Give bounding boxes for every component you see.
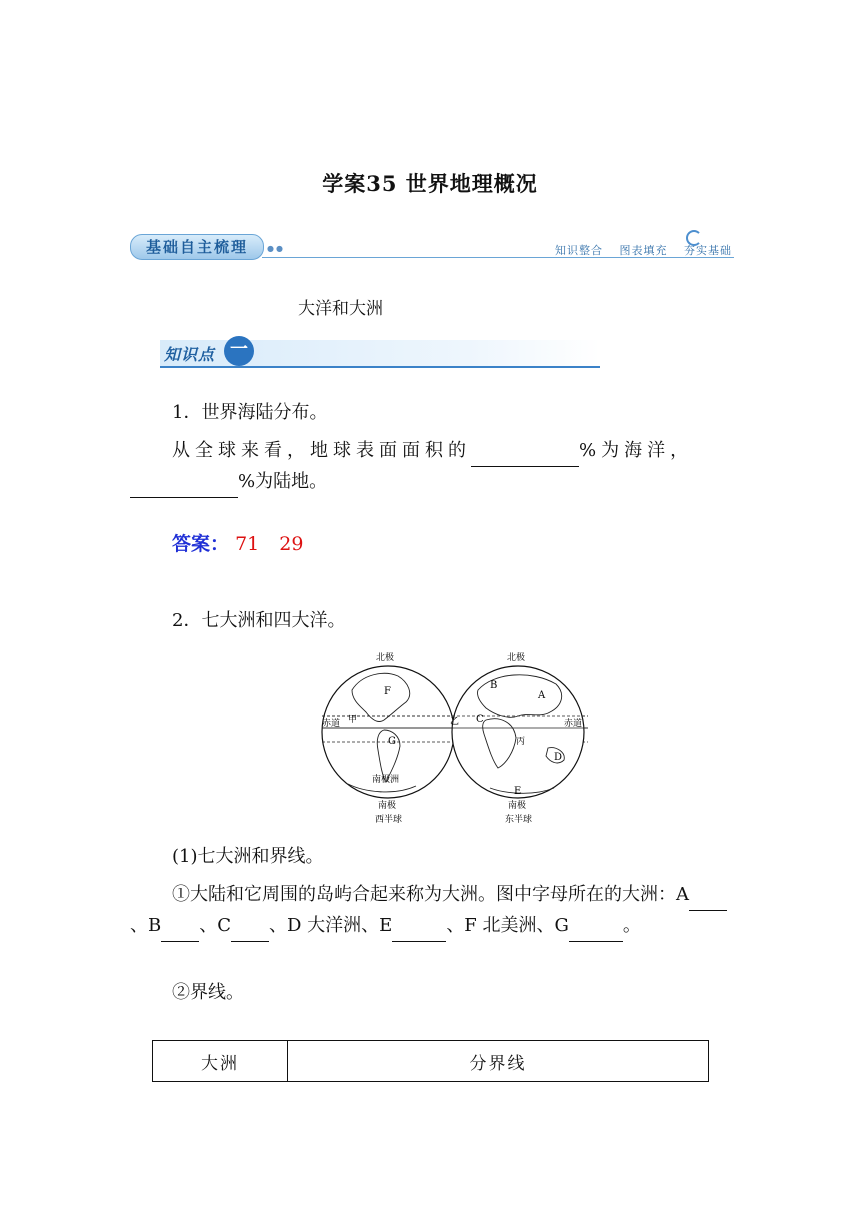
blank-A[interactable] xyxy=(689,880,727,911)
map-antarctica: 南极洲 xyxy=(372,775,400,785)
blank-G[interactable] xyxy=(569,911,623,942)
header-continent: 大洲 xyxy=(153,1041,288,1082)
map-label-jia: 甲 xyxy=(348,715,358,725)
answer-line xyxy=(172,529,303,556)
map-label-F: F xyxy=(384,686,391,697)
map-south-pole-east: 南极 xyxy=(508,801,527,811)
answer-label: 答案： xyxy=(172,533,230,555)
item1-text-6: 。 xyxy=(622,915,641,936)
blank-land-percent[interactable] xyxy=(130,467,238,498)
kp-number: 一 xyxy=(224,336,254,366)
map-caption-east: 东半球 xyxy=(505,815,533,825)
map-label-G: G xyxy=(388,736,396,747)
page-title: 学案35 世界地理概况 xyxy=(322,171,538,196)
header-boundary: 分界线 xyxy=(288,1041,709,1082)
item1-text-1: ①大陆和它周围的岛屿合起来称为大洲。图中字母所在的大洲：A xyxy=(172,884,689,905)
world-hemispheres-map xyxy=(318,650,588,830)
question-1-heading: 1．世界海陆分布。 xyxy=(172,402,328,423)
map-label-C: C xyxy=(476,714,484,725)
boundary-table xyxy=(152,1040,709,1082)
map-label-B: B xyxy=(490,680,498,691)
sub-question-1-item-1 xyxy=(130,880,732,942)
sub-question-1-item-2: ②界线。 xyxy=(172,982,244,1003)
section-banner xyxy=(130,232,734,260)
map-equator-east: 赤道 xyxy=(564,719,583,729)
item1-text-5: 、F 北美洲、G xyxy=(446,915,569,936)
map-equator-west: 赤道 xyxy=(322,719,341,729)
question-1-body xyxy=(130,436,732,498)
map-south-pole-west: 南极 xyxy=(378,801,397,811)
knowledge-point-header xyxy=(160,334,600,368)
map-label-bing: 丙 xyxy=(516,737,526,747)
map-north-pole-west: 北极 xyxy=(376,653,395,663)
map-caption-west: 西半球 xyxy=(375,815,403,825)
q1-text-2: %为海洋， xyxy=(579,440,694,461)
item1-text-2: 、B xyxy=(130,915,162,936)
kp-underline xyxy=(160,366,600,368)
q1-text-1: 从全球来看，地球表面面积的 xyxy=(172,440,471,461)
table-row xyxy=(153,1041,709,1082)
map-label-A: A xyxy=(538,690,546,701)
map-label-D: D xyxy=(554,752,563,763)
item1-text-4: 、D 大洋洲、E xyxy=(269,915,393,936)
answer-value-2: 29 xyxy=(279,533,304,555)
banner-subtitle: 知识整合 图表填充 夯实基础 xyxy=(555,244,732,257)
blank-B[interactable] xyxy=(161,911,199,942)
kp-label: 知识点 xyxy=(164,345,216,364)
blank-C[interactable] xyxy=(231,911,269,942)
q1-text-3: %为陆地。 xyxy=(238,471,328,492)
dots-decoration-icon: ●● xyxy=(267,244,285,253)
map-label-yi: 乙 xyxy=(450,717,460,727)
blank-ocean-percent[interactable] xyxy=(471,436,579,467)
map-label-E: E xyxy=(514,786,522,797)
item1-text-3: 、C xyxy=(199,915,232,936)
blank-E[interactable] xyxy=(392,911,446,942)
answer-value-1: 71 xyxy=(235,533,260,555)
sub-question-1-heading: (1)七大洲和界线。 xyxy=(172,846,324,867)
map-north-pole-east: 北极 xyxy=(507,653,526,663)
banner-badge: 基础自主梳理 xyxy=(130,234,264,260)
question-2-heading: 2．七大洲和四大洋。 xyxy=(172,610,346,631)
section-title: 大洋和大洲 xyxy=(298,299,383,319)
